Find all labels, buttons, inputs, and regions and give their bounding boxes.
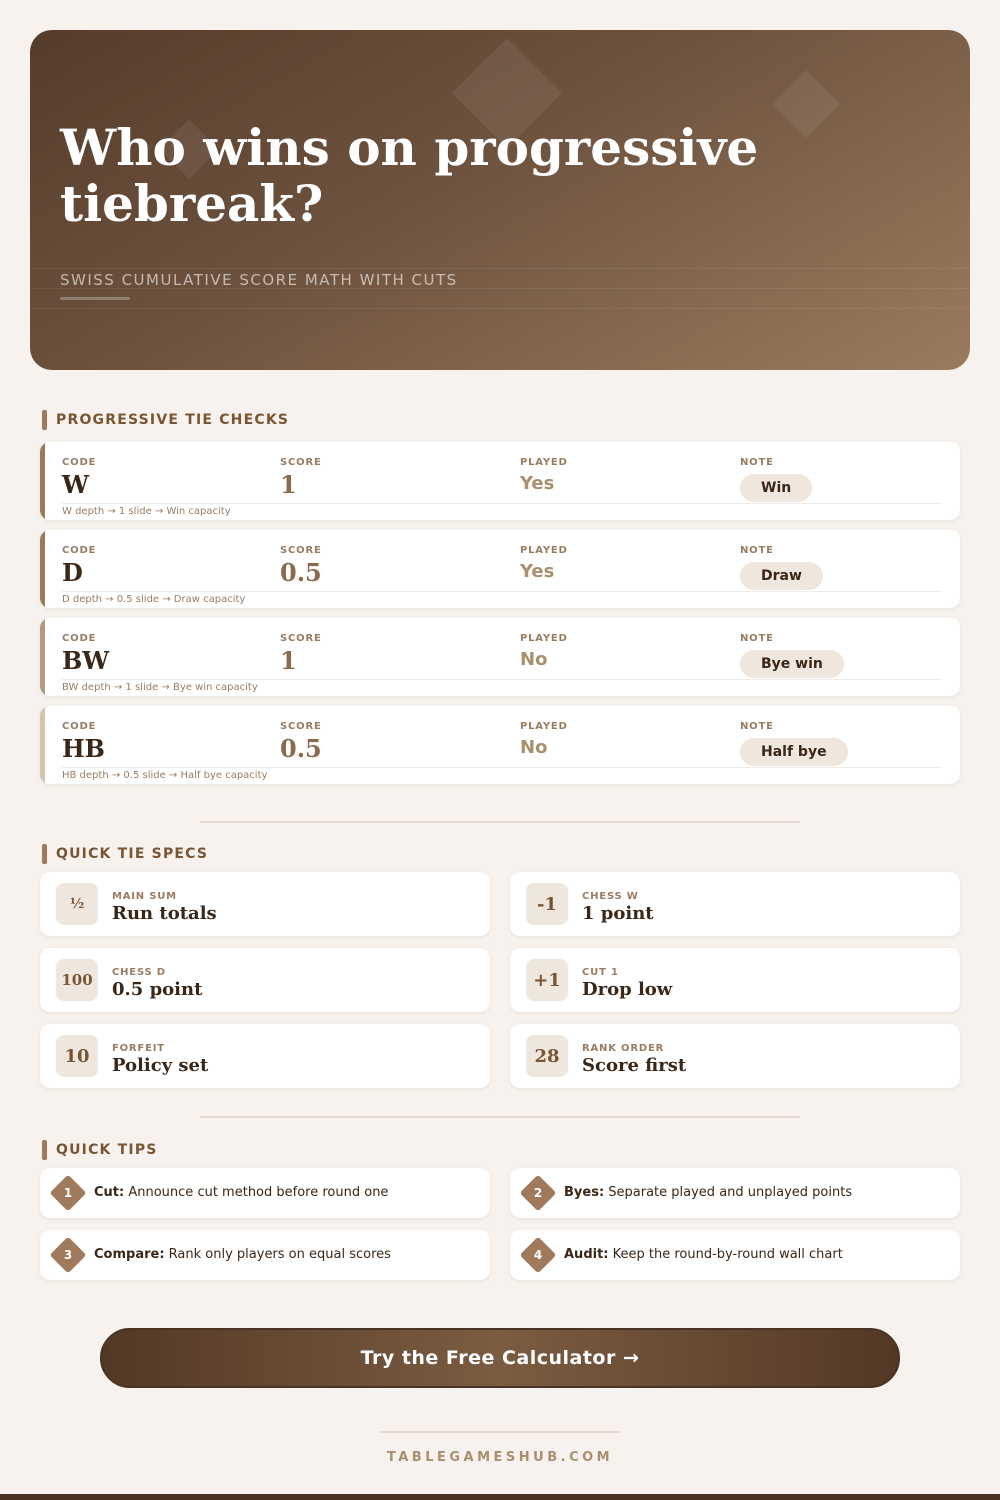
spec-label: RANK ORDER xyxy=(582,1043,665,1054)
note-column xyxy=(740,633,844,678)
card-footnote: D depth → 0.5 slide → Draw capacity xyxy=(62,594,246,605)
note-label: NOTE xyxy=(740,721,774,732)
tip-card-byes xyxy=(510,1168,960,1218)
tip-title: Compare: xyxy=(94,1247,165,1262)
spec-value: Drop low xyxy=(582,979,673,1000)
spec-label: CUT 1 xyxy=(582,967,619,978)
tip-number: 1 xyxy=(63,1186,73,1200)
tip-number-badge xyxy=(520,1175,557,1212)
spec-value: Run totals xyxy=(112,903,217,924)
spec-card-cut-1 xyxy=(510,948,960,1012)
played-label: PLAYED xyxy=(520,457,568,468)
played-column xyxy=(520,545,568,582)
tip-text xyxy=(564,1247,843,1262)
score-column xyxy=(280,633,322,675)
tip-title: Audit: xyxy=(564,1247,609,1262)
code-label: CODE xyxy=(62,457,97,468)
tip-body: Keep the round-by-round wall chart xyxy=(612,1247,843,1262)
section-accent-bar xyxy=(42,844,47,864)
code-column xyxy=(62,633,109,675)
card-divider xyxy=(62,591,942,592)
tip-number-badge xyxy=(50,1237,87,1274)
decor-diamond xyxy=(772,70,840,138)
note-pill: Bye win xyxy=(740,650,844,678)
spec-label: CHESS W xyxy=(582,891,639,902)
tie-check-card-hb xyxy=(40,706,960,784)
played-label: PLAYED xyxy=(520,721,568,732)
score-column xyxy=(280,721,322,763)
tip-text xyxy=(94,1247,391,1262)
spec-card-forfeit xyxy=(40,1024,490,1088)
played-value: Yes xyxy=(520,473,555,494)
score-label: SCORE xyxy=(280,545,322,556)
spec-value: Policy set xyxy=(112,1055,209,1076)
note-label: NOTE xyxy=(740,457,774,468)
subtitle-underline xyxy=(60,297,130,300)
tip-body: Rank only players on equal scores xyxy=(168,1247,391,1262)
tip-number: 4 xyxy=(533,1248,543,1262)
page-subtitle: SWISS CUMULATIVE SCORE MATH WITH CUTS xyxy=(60,271,458,289)
hero-banner xyxy=(30,30,970,370)
tip-card-compare xyxy=(40,1230,490,1280)
section-title: QUICK TIE SPECS xyxy=(56,846,209,862)
tie-check-card-d xyxy=(40,530,960,608)
tip-body: Announce cut method before round one xyxy=(128,1185,389,1200)
card-footnote: W depth → 1 slide → Win capacity xyxy=(62,506,231,517)
played-label: PLAYED xyxy=(520,545,568,556)
score-label: SCORE xyxy=(280,633,322,644)
spec-label: MAIN SUM xyxy=(112,891,177,902)
spec-value: Score first xyxy=(582,1055,687,1076)
spec-card-chess-d xyxy=(40,948,490,1012)
section-title: PROGRESSIVE TIE CHECKS xyxy=(56,412,290,428)
tip-number-badge xyxy=(520,1237,557,1274)
played-column xyxy=(520,457,568,494)
code-column xyxy=(62,457,96,499)
code-value: W xyxy=(62,470,89,499)
code-column xyxy=(62,545,96,587)
card-accent-edge xyxy=(40,442,45,520)
decor-line xyxy=(30,268,970,269)
tip-title: Byes: xyxy=(564,1185,605,1200)
score-column xyxy=(280,457,322,499)
footer-divider xyxy=(380,1431,620,1433)
spec-badge: 100 xyxy=(56,959,98,1001)
note-pill: Draw xyxy=(740,562,823,590)
code-label: CODE xyxy=(62,633,97,644)
spec-badge: ½ xyxy=(56,883,98,925)
section-heading-quick-tips xyxy=(42,1140,158,1160)
score-value: 0.5 xyxy=(280,558,322,587)
code-value: D xyxy=(62,558,83,587)
tip-card-audit xyxy=(510,1230,960,1280)
spec-badge: -1 xyxy=(526,883,568,925)
card-accent-edge xyxy=(40,706,45,784)
note-pill: Half bye xyxy=(740,738,848,766)
card-divider xyxy=(62,679,942,680)
played-column xyxy=(520,633,568,670)
section-heading-tie-checks xyxy=(42,410,289,430)
tie-check-card-w xyxy=(40,442,960,520)
spec-card-main-sum xyxy=(40,872,490,936)
spec-label: FORFEIT xyxy=(112,1043,165,1054)
card-accent-edge xyxy=(40,530,45,608)
section-accent-bar xyxy=(42,410,47,430)
note-label: NOTE xyxy=(740,545,774,556)
section-divider xyxy=(200,1116,800,1118)
tip-number: 2 xyxy=(533,1186,543,1200)
note-column xyxy=(740,457,812,502)
section-title: QUICK TIPS xyxy=(56,1142,158,1158)
code-label: CODE xyxy=(62,721,97,732)
card-footnote: BW depth → 1 slide → Bye win capacity xyxy=(62,682,258,693)
spec-badge: 10 xyxy=(56,1035,98,1077)
code-value: HB xyxy=(62,734,105,763)
spec-value: 1 point xyxy=(582,903,654,924)
card-accent-edge xyxy=(40,618,45,696)
code-label: CODE xyxy=(62,545,97,556)
note-label: NOTE xyxy=(740,633,774,644)
spec-label: CHESS D xyxy=(112,967,166,978)
tip-body: Separate played and unplayed points xyxy=(608,1185,853,1200)
tip-card-cut xyxy=(40,1168,490,1218)
section-heading-tie-specs xyxy=(42,844,208,864)
spec-badge: +1 xyxy=(526,959,568,1001)
decor-line xyxy=(30,308,970,309)
played-value: Yes xyxy=(520,561,555,582)
card-divider xyxy=(62,767,942,768)
bottom-bar xyxy=(0,1494,1000,1500)
site-name: TABLEGAMESHUB.COM xyxy=(386,1450,614,1465)
tip-number: 3 xyxy=(63,1248,73,1262)
played-label: PLAYED xyxy=(520,633,568,644)
note-column xyxy=(740,721,848,766)
score-value: 1 xyxy=(280,470,297,499)
card-footnote: HB depth → 0.5 slide → Half bye capacity xyxy=(62,770,268,781)
code-value: BW xyxy=(62,646,110,675)
played-value: No xyxy=(520,737,548,758)
tie-check-card-bw xyxy=(40,618,960,696)
tip-title: Cut: xyxy=(94,1185,125,1200)
section-accent-bar xyxy=(42,1140,47,1160)
played-value: No xyxy=(520,649,548,670)
section-divider xyxy=(200,821,800,823)
note-column xyxy=(740,545,823,590)
page-title: Who wins on progressive tiebreak? xyxy=(60,118,759,233)
spec-card-rank-order xyxy=(510,1024,960,1088)
score-column xyxy=(280,545,322,587)
note-pill: Win xyxy=(740,474,812,502)
score-value: 1 xyxy=(280,646,297,675)
score-label: SCORE xyxy=(280,457,322,468)
tip-text xyxy=(94,1185,388,1200)
free-calculator-button[interactable]: Try the Free Calculator → xyxy=(100,1328,900,1388)
spec-card-chess-w xyxy=(510,872,960,936)
spec-value: 0.5 point xyxy=(112,979,203,1000)
card-divider xyxy=(62,503,942,504)
played-column xyxy=(520,721,568,758)
score-label: SCORE xyxy=(280,721,322,732)
tip-text xyxy=(564,1185,852,1200)
spec-badge: 28 xyxy=(526,1035,568,1077)
score-value: 0.5 xyxy=(280,734,322,763)
tip-number-badge xyxy=(50,1175,87,1212)
code-column xyxy=(62,721,105,763)
